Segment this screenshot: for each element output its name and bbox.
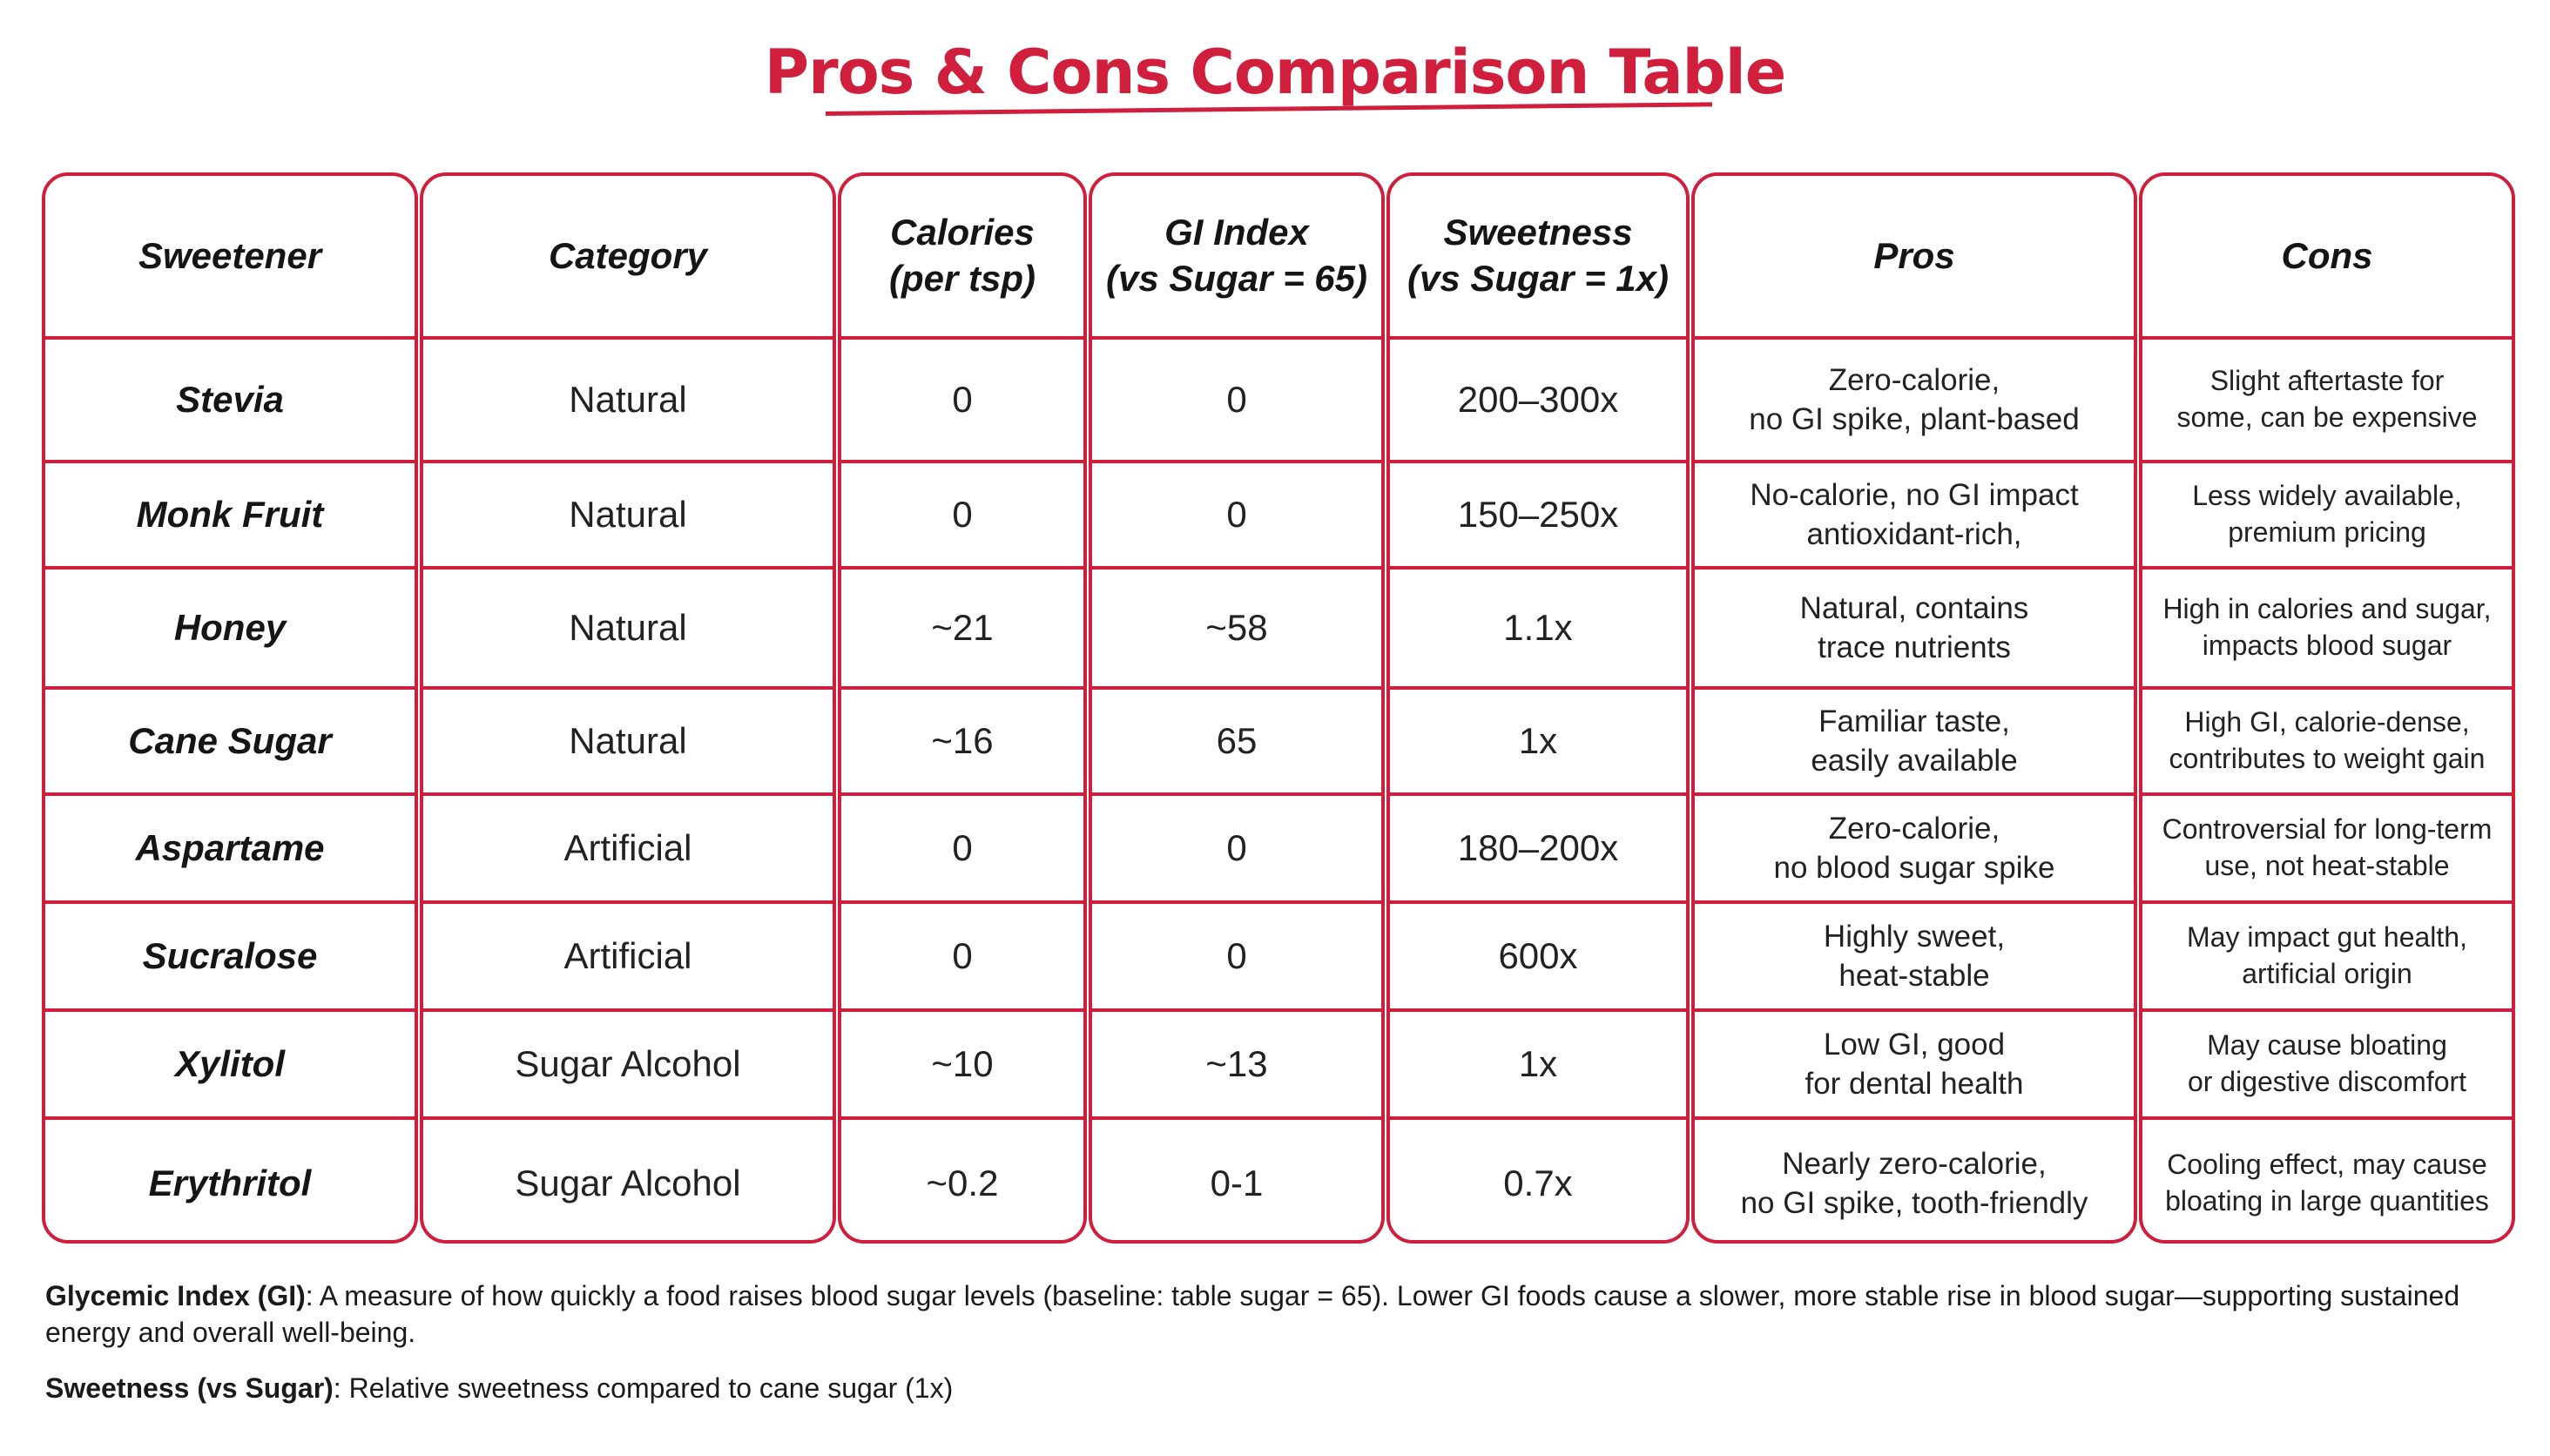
- cell-text: Natural: [569, 379, 687, 420]
- cell-category: [423, 690, 833, 796]
- cell-text: Slight aftertaste for some, can be expensive: [2176, 365, 2478, 433]
- header-calories: [841, 176, 1083, 340]
- cell-text: 0: [952, 827, 973, 868]
- cell-gi: [1092, 570, 1381, 690]
- cell-text: Familiar taste, easily available: [1811, 704, 2018, 778]
- cell-sweetness: [1390, 796, 1686, 904]
- cell-text: Zero-calorie, no GI spike, plant-based: [1749, 362, 2080, 436]
- cell-category: [423, 796, 833, 904]
- cell-text: 200–300x: [1457, 379, 1619, 420]
- cell-text: Natural, contains trace nutrients: [1799, 590, 2029, 664]
- cell-text: 0.7x: [1503, 1163, 1573, 1203]
- cell-text: Aspartame: [135, 827, 325, 868]
- cell-text: 0: [1226, 379, 1247, 420]
- header-label: Sweetener: [138, 234, 322, 276]
- cell-sweetener: [45, 1120, 415, 1244]
- column-category: [420, 172, 836, 1244]
- cell-text: 0: [1226, 827, 1247, 868]
- cell-sweetener: [45, 690, 415, 796]
- cell-cons: [2142, 1120, 2512, 1244]
- cell-sweetness: [1390, 904, 1686, 1012]
- cell-calories: [841, 796, 1083, 904]
- note-gi-text: : A measure of how quickly a food raises blood sugar levels (baseline: table sugar = 65). Lower GI foods cause a slower, more stable rise in blood sugar—supporting sustained energy and overall well-being.: [45, 1280, 2460, 1348]
- cell-sweetness: [1390, 463, 1686, 570]
- cell-cons: [2142, 796, 2512, 904]
- cell-cons: [2142, 570, 2512, 690]
- header-pros: [1695, 176, 2134, 340]
- header-label: Category: [548, 234, 708, 276]
- cell-text: Controversial for long-term use, not heat-stable: [2162, 813, 2493, 881]
- note-sweetness: [45, 1371, 2510, 1407]
- column-gi: [1089, 172, 1385, 1244]
- cell-text: Natural: [569, 607, 687, 648]
- cell-calories: [841, 690, 1083, 796]
- cell-category: [423, 1012, 833, 1120]
- header-label: Sweetness (vs Sugar = 1x): [1407, 212, 1669, 299]
- cell-sweetener: [45, 904, 415, 1012]
- header-cons: [2142, 176, 2512, 340]
- note-sweetness-text: : Relative sweetness compared to cane sugar (1x): [333, 1372, 954, 1404]
- cell-category: [423, 904, 833, 1012]
- cell-text: ~21: [931, 607, 994, 648]
- cell-text: 600x: [1498, 935, 1578, 976]
- cell-pros: [1695, 463, 2134, 570]
- cell-sweetener: [45, 1012, 415, 1120]
- cell-calories: [841, 1012, 1083, 1120]
- cell-text: 0-1: [1210, 1163, 1264, 1203]
- cell-text: ~10: [931, 1043, 994, 1084]
- cell-gi: [1092, 340, 1381, 463]
- cell-text: Natural: [569, 720, 687, 761]
- cell-sweetener: [45, 570, 415, 690]
- cell-text: 0: [952, 379, 973, 420]
- cell-pros: [1695, 1120, 2134, 1244]
- header-label: Cons: [2281, 234, 2373, 276]
- cell-calories: [841, 904, 1083, 1012]
- cell-text: Highly sweet, heat-stable: [1823, 919, 2006, 993]
- cell-text: High GI, calorie-dense, contributes to weight gain: [2169, 706, 2486, 774]
- cell-text: ~13: [1205, 1043, 1268, 1084]
- cell-sweetener: [45, 463, 415, 570]
- cell-text: 150–250x: [1457, 494, 1619, 535]
- cell-text: ~16: [931, 720, 994, 761]
- cell-sweetness: [1390, 1012, 1686, 1120]
- cell-text: 0: [1226, 935, 1247, 976]
- cell-category: [423, 1120, 833, 1244]
- header-gi: [1092, 176, 1381, 340]
- cell-pros: [1695, 1012, 2134, 1120]
- cell-text: Erythritol: [148, 1163, 312, 1203]
- cell-text: Xylitol: [174, 1043, 286, 1084]
- cell-text: ~0.2: [926, 1163, 999, 1203]
- cell-gi: [1092, 690, 1381, 796]
- cell-cons: [2142, 904, 2512, 1012]
- cell-calories: [841, 340, 1083, 463]
- note-sweetness-term: Sweetness (vs Sugar): [45, 1372, 334, 1404]
- cell-text: 1x: [1518, 720, 1558, 761]
- cell-category: [423, 570, 833, 690]
- cell-pros: [1695, 796, 2134, 904]
- column-calories: [838, 172, 1087, 1244]
- cell-cons: [2142, 1012, 2512, 1120]
- cell-text: Less widely available, premium pricing: [2192, 480, 2462, 548]
- header-sweetener: [45, 176, 415, 340]
- cell-pros: [1695, 904, 2134, 1012]
- cell-category: [423, 463, 833, 570]
- header-label: GI Index (vs Sugar = 65): [1106, 212, 1367, 299]
- page-title: Pros & Cons Comparison Table: [764, 37, 1786, 108]
- cell-calories: [841, 1120, 1083, 1244]
- cell-sweetness: [1390, 690, 1686, 796]
- cell-text: No-calorie, no GI impact antioxidant-rich,: [1750, 477, 2079, 551]
- cell-sweetness: [1390, 570, 1686, 690]
- header-category: [423, 176, 833, 340]
- cell-pros: [1695, 690, 2134, 796]
- cell-text: Nearly zero-calorie, no GI spike, tooth-friendly: [1740, 1146, 2088, 1220]
- cell-text: 1x: [1518, 1043, 1558, 1084]
- cell-text: Cooling effect, may cause bloating in large quantities: [2165, 1149, 2489, 1217]
- cell-cons: [2142, 463, 2512, 570]
- cell-text: 0: [952, 935, 973, 976]
- cell-text: Artificial: [563, 827, 692, 868]
- cell-text: Artificial: [563, 935, 692, 976]
- cell-text: Sucralose: [142, 935, 318, 976]
- header-sweetness: [1390, 176, 1686, 340]
- cell-text: Low GI, good for dental health: [1805, 1027, 2024, 1101]
- cell-calories: [841, 570, 1083, 690]
- note-glycemic-index: [45, 1278, 2510, 1351]
- cell-text: Sugar Alcohol: [515, 1163, 741, 1203]
- cell-gi: [1092, 904, 1381, 1012]
- cell-cons: [2142, 340, 2512, 463]
- cell-gi: [1092, 1012, 1381, 1120]
- cell-gi: [1092, 1120, 1381, 1244]
- cell-text: ~58: [1205, 607, 1268, 648]
- comparison-table: [42, 172, 2515, 1244]
- cell-text: Zero-calorie, no blood sugar spike: [1773, 811, 2055, 885]
- cell-text: May impact gut health, artificial origin: [2187, 921, 2467, 989]
- header-label: Calories (per tsp): [889, 212, 1036, 299]
- cell-sweetness: [1390, 340, 1686, 463]
- header-label: Pros: [1873, 234, 1955, 276]
- cell-sweetener: [45, 796, 415, 904]
- cell-text: Cane Sugar: [128, 720, 332, 761]
- cell-text: Stevia: [176, 379, 284, 420]
- cell-category: [423, 340, 833, 463]
- column-sweetness: [1386, 172, 1690, 1244]
- cell-calories: [841, 463, 1083, 570]
- cell-gi: [1092, 796, 1381, 904]
- cell-sweetener: [45, 340, 415, 463]
- cell-text: 0: [952, 494, 973, 535]
- note-gi-term: Glycemic Index (GI): [45, 1280, 306, 1311]
- cell-text: 1.1x: [1503, 607, 1573, 648]
- cell-text: Natural: [569, 494, 687, 535]
- cell-text: May cause bloating or digestive discomfort: [2187, 1029, 2467, 1097]
- cell-cons: [2142, 690, 2512, 796]
- cell-text: Monk Fruit: [136, 494, 324, 535]
- column-cons: [2139, 172, 2515, 1244]
- cell-text: 180–200x: [1457, 827, 1619, 868]
- cell-text: Honey: [173, 607, 287, 648]
- cell-text: High in calories and sugar, impacts blood sugar: [2162, 593, 2492, 661]
- cell-text: 65: [1216, 720, 1258, 761]
- column-sweetener: [42, 172, 418, 1244]
- column-pros: [1691, 172, 2137, 1244]
- cell-sweetness: [1390, 1120, 1686, 1244]
- cell-pros: [1695, 340, 2134, 463]
- cell-gi: [1092, 463, 1381, 570]
- cell-pros: [1695, 570, 2134, 690]
- cell-text: 0: [1226, 494, 1247, 535]
- cell-text: Sugar Alcohol: [515, 1043, 741, 1084]
